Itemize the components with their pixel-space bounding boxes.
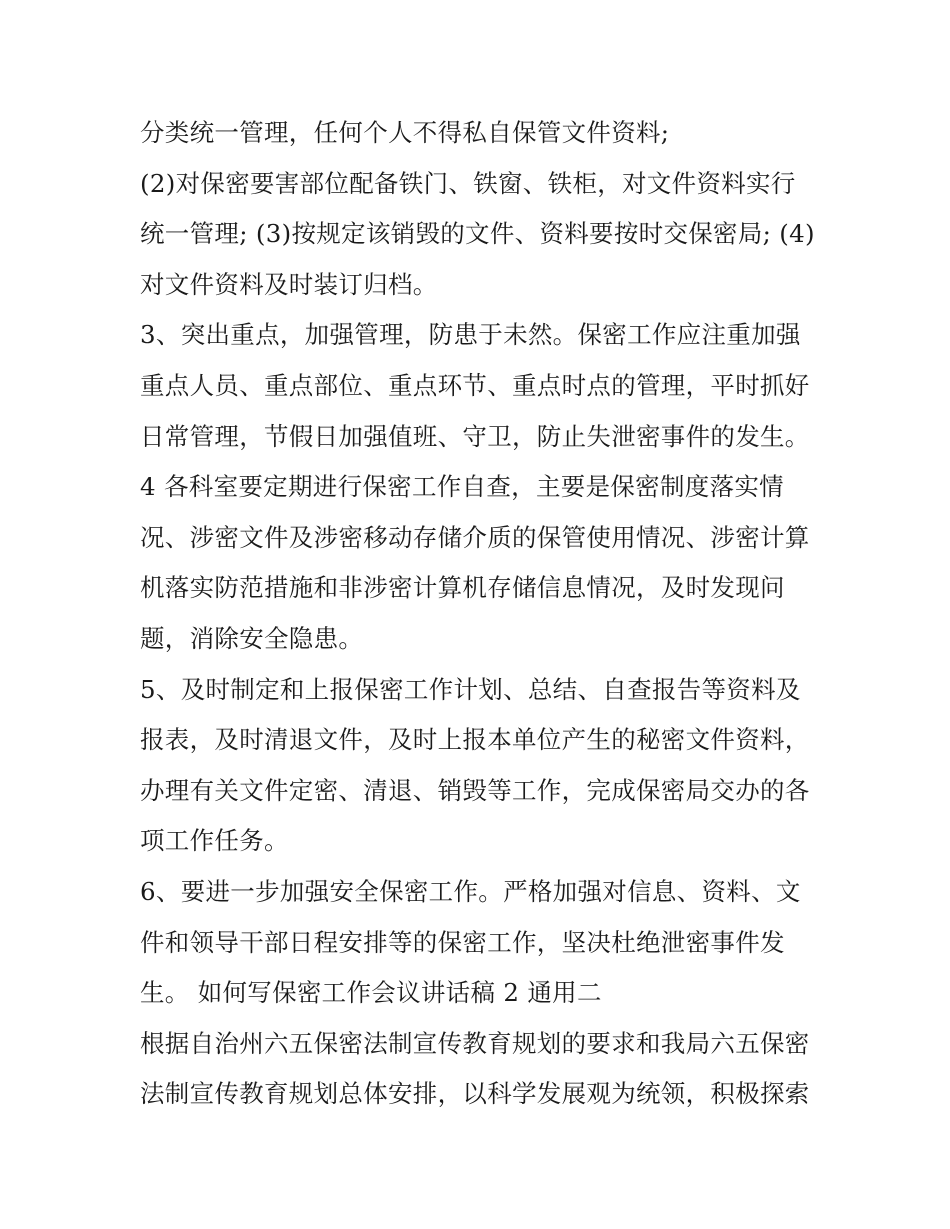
text-line: 况、涉密文件及涉密移动存储介质的保管使用情况、涉密计算 xyxy=(140,522,810,552)
text-line: 根据自治州六五保密法制宣传教育规划的要求和我局六五保密 xyxy=(140,1028,810,1058)
text-line: 4 各科室要定期进行保密工作自查，主要是保密制度落实情 xyxy=(140,472,784,502)
text-line: 日常管理，节假日加强值班、守卫，防止失泄密事件的发生。 xyxy=(140,421,810,451)
text-line: 件和领导干部日程安排等的保密工作，坚决杜绝泄密事件发 xyxy=(140,927,785,957)
text-line: 法制宣传教育规划总体安排，以科学发展观为统领，积极探索 xyxy=(140,1079,810,1109)
text-line: 报表，及时清退文件，及时上报本单位产生的秘密文件资料， xyxy=(140,725,810,755)
text-line: 3、突出重点，加强管理，防患于未然。保密工作应注重加强 xyxy=(140,320,801,350)
text-line: 5、及时制定和上报保密工作计划、总结、自查报告等资料及 xyxy=(140,674,801,704)
text-line: 6、要进一步加强安全保密工作。严格加强对信息、资料、文 xyxy=(140,876,801,906)
document-body xyxy=(140,108,830,1120)
text-line: 机落实防范措施和非涉密计算机存储信息情况，及时发现问 xyxy=(140,573,785,603)
text-line: 项工作任务。 xyxy=(140,826,289,856)
text-line: 重点人员、重点部位、重点环节、重点时点的管理，平时抓好 xyxy=(140,370,810,400)
text-line: 对文件资料及时装订归档。 xyxy=(140,269,438,299)
text-line: 题，消除安全隐患。 xyxy=(140,623,364,653)
text-line: 办理有关文件定密、清退、销毁等工作，完成保密局交办的各 xyxy=(140,775,810,805)
text-line: 统一管理; (3)按规定该销毁的文件、资料要按时交保密局; (4) xyxy=(140,219,815,249)
text-line: 分类统一管理，任何个人不得私自保管文件资料; xyxy=(140,118,670,147)
text-line: (2)对保密要害部位配备铁门、铁窗、铁柜，对文件资料实行 xyxy=(140,168,796,198)
text-line: 生。 如何写保密工作会议讲话稿 2 通用二 xyxy=(140,978,602,1008)
